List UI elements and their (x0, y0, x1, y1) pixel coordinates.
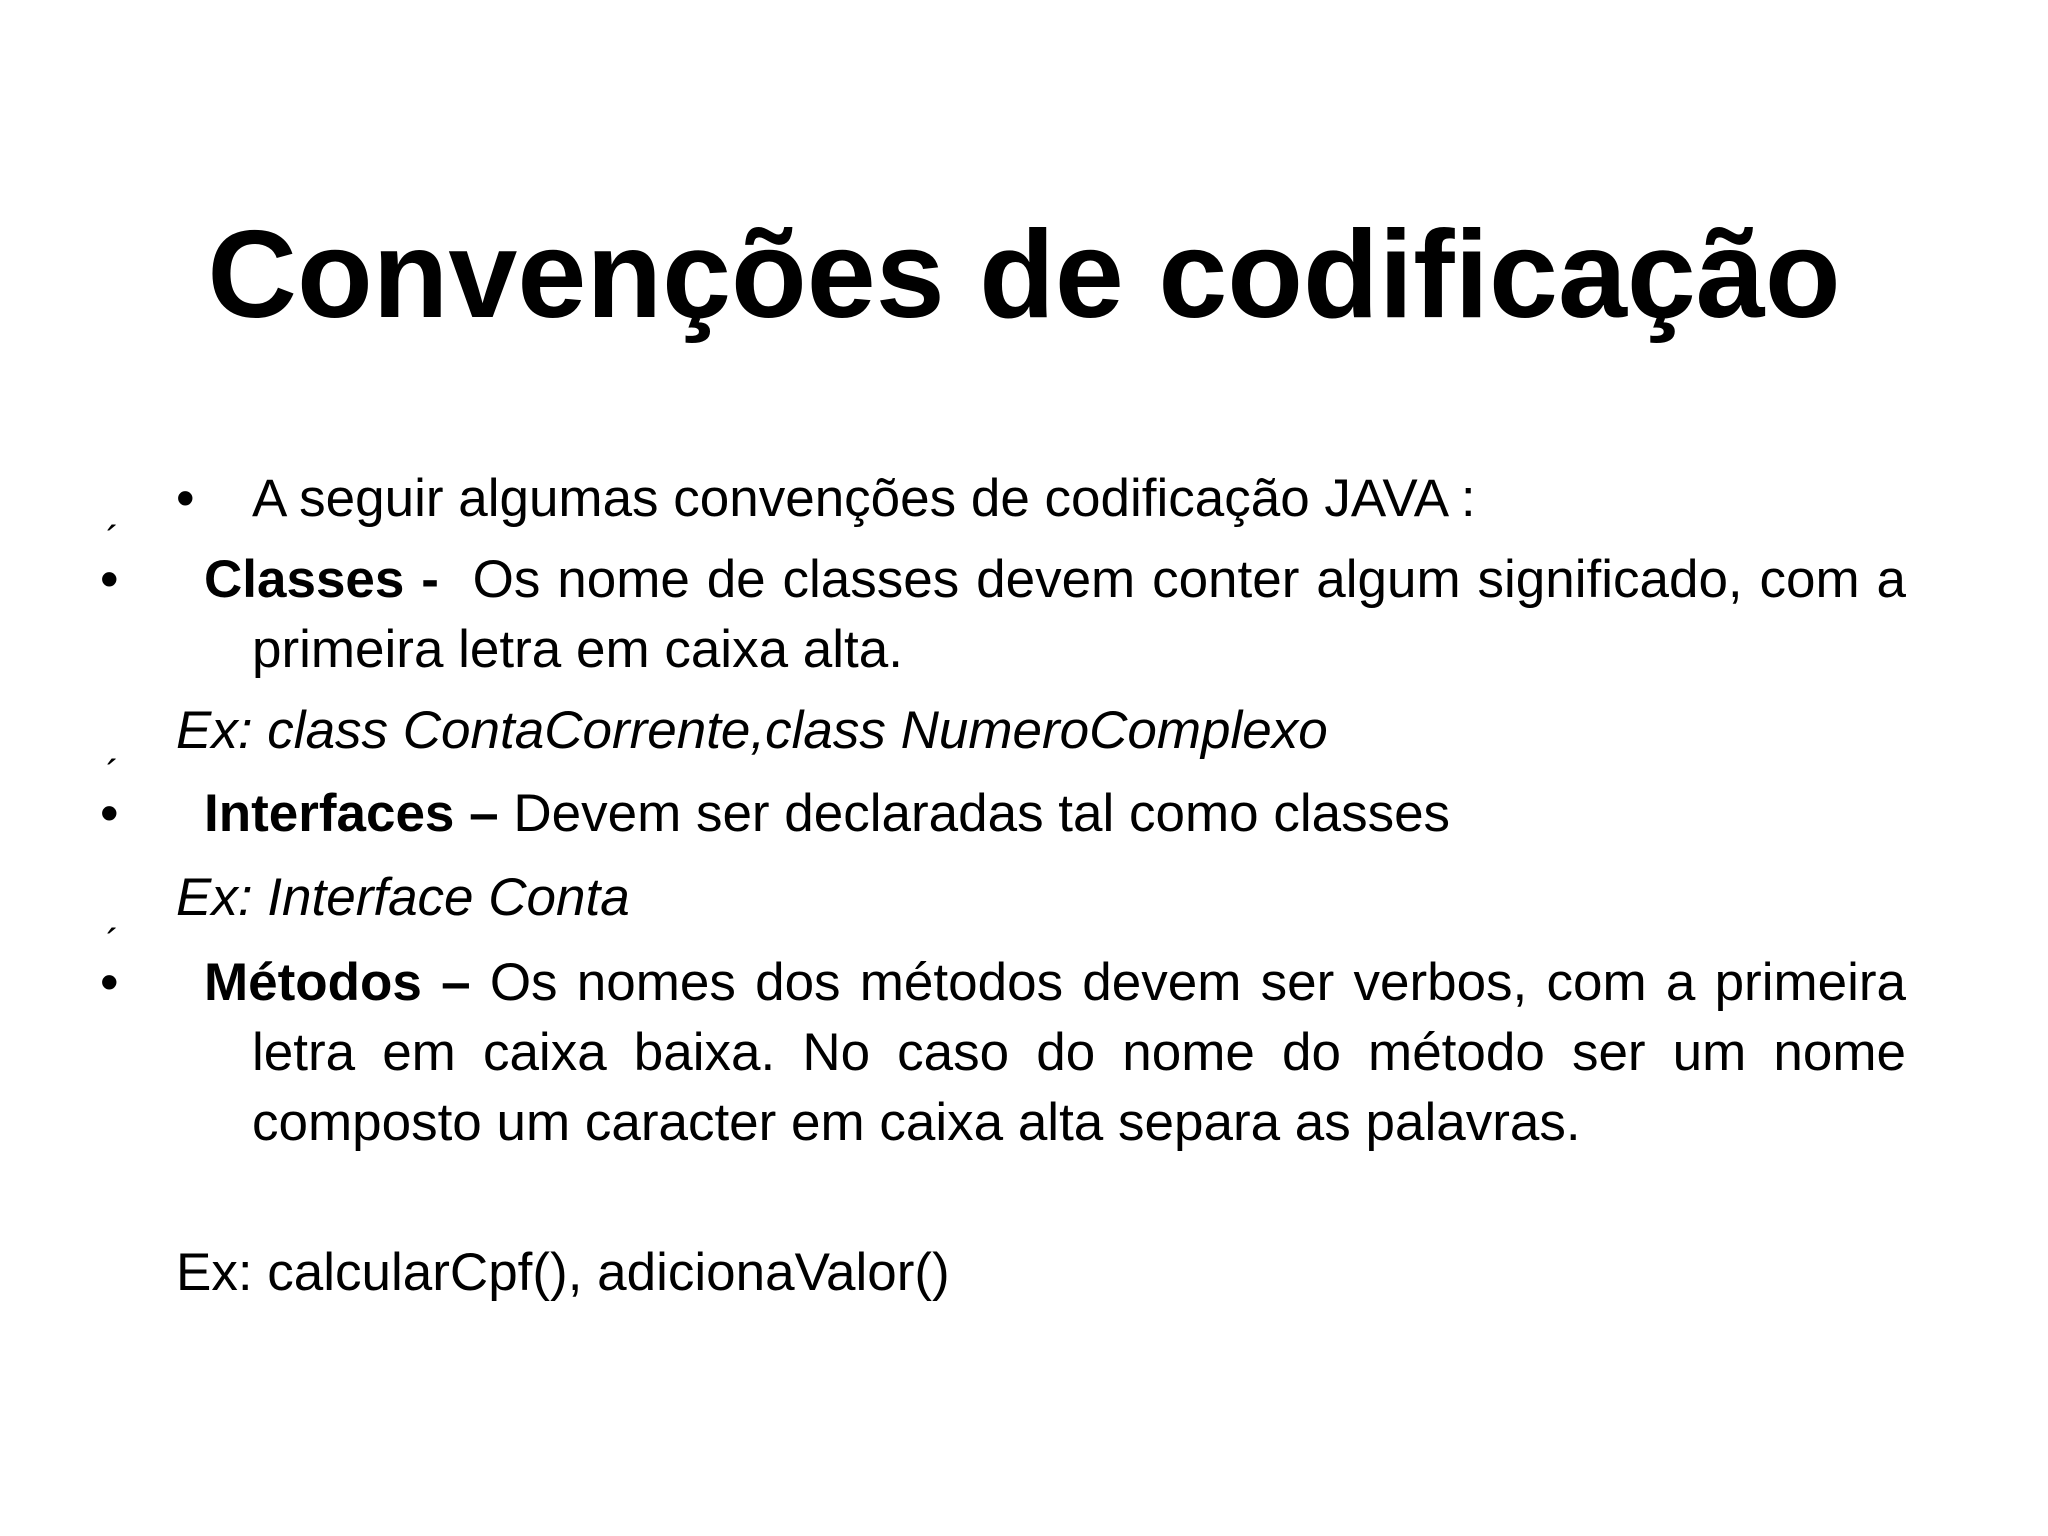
bullet-icon: ´ • (100, 519, 120, 609)
bullet-icon: ´ • (100, 922, 120, 1012)
metodos-example: Ex: calcularCpf(), adicionaValor() (176, 1243, 950, 1302)
metodos-label: Métodos – (204, 953, 471, 1012)
classes-item (100, 519, 1906, 685)
intro-bullet-item (176, 464, 1906, 534)
interfaces-text: Devem ser declaradas tal como classes (513, 784, 1451, 843)
interfaces-label: Interfaces – (204, 784, 499, 843)
slide-title: Convenções de codificação (207, 206, 1841, 344)
classes-example: Ex: class ContaCorrente,class NumeroComplexo (176, 701, 1328, 760)
bullet-icon: • (176, 469, 195, 528)
classes-text: Os nome de classes devem conter algum significado, com a primeira letra em caixa alta. (252, 550, 1906, 679)
interfaces-item (100, 753, 1906, 849)
metodos-item (100, 922, 1906, 1158)
interfaces-example: Ex: Interface Conta (176, 868, 630, 927)
metodos-text: Os nomes dos métodos devem ser verbos, com a primeira letra em caixa baixa. No caso do nome do método ser um nome composto um caracter em caixa alta separa as palavras. (252, 953, 1906, 1152)
classes-label: Classes - (204, 550, 439, 609)
intro-text: A seguir algumas convenções de codificação JAVA : (252, 469, 1476, 528)
bullet-icon: ´ • (100, 753, 120, 843)
